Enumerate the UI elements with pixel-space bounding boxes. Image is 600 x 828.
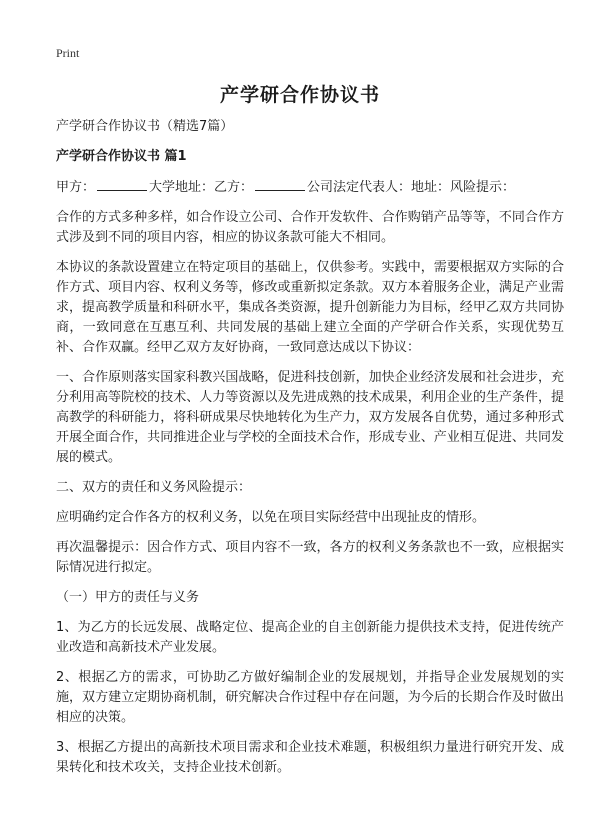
document-subtitle: 产学研合作协议书（精选7篇）	[56, 119, 234, 134]
print-link[interactable]: Print	[56, 46, 80, 60]
paragraph-item-2: 2、根据乙方的需求，可协助乙方做好编制企业的发展规划，并指导企业发展规划的实施，双方建立定期协商机制，研究解决合作过程中存在问题，为今后的长期合作及时做出相应的决策。	[56, 670, 564, 725]
section-heading: 产学研合作协议书 篇1	[56, 149, 187, 164]
paragraph-terms-basis: 本协议的条款设置建立在特定项目的基础上，仅供参考。实践中，需要根据双方实际的合作方式、项目内容、权利义务等，修改或重新拟定条款。双方本着服务企业，满足产业需求，提高教学质量和科研水平，集成各类资源，提升创新能力为目标，经甲乙双方共同协商，一致同意在互惠互利、共同发展的基础上建立全面的产学研合作关系，实现优势互补、合作双赢。经甲乙双方友好协商，一致同意达成以下协议：	[56, 260, 564, 355]
document-title: 产学研合作协议书	[219, 84, 380, 106]
party-a-after: 大学地址：乙方：	[149, 180, 254, 195]
party-a-blank	[97, 177, 147, 191]
paragraph-cooperation-methods: 合作的方式多种多样，如合作设立公司、合作开发软件、合作购销产品等等，不同合作方式涉及到不同的项目内容，相应的协议条款可能大不相同。	[56, 210, 564, 245]
party-b-after: 公司法定代表人：地址：风险提示：	[307, 180, 516, 195]
parties-line	[56, 177, 564, 198]
paragraph-item-3: 3、根据乙方提出的高新技术项目需求和企业技术难题，积极组织力量进行研究开发、成果转化和技术攻关，支持企业技术创新。	[56, 740, 564, 775]
paragraph-principles: 一、合作原则落实国家科教兴国战略，促进科技创新，加快企业经济发展和社会进步，充分利用高等院校的技术、人力等资源以及先进成熟的技术成果，利用企业的生产条件，提高教学的科研能力，将科研成果尽快地转化为生产力，双方发展各自优势，通过多种形式开展全面合作，共同推进企业与学校的全面技术合作，形成专业、产业相互促进、共同发展的模式。	[56, 370, 564, 465]
paragraph-rights-note: 应明确约定合作各方的权利义务，以免在项目实际经营中出现扯皮的情形。	[56, 510, 486, 525]
paragraph-party-a-heading: （一）甲方的责任与义务	[56, 590, 200, 605]
paragraph-item-1: 1、为乙方的长远发展、战略定位、提高企业的自主创新能力提供技术支持，促进传统产业改造和高新技术产业发展。	[56, 620, 564, 655]
paragraph-responsibilities-heading: 二、双方的责任和义务风险提示：	[56, 480, 252, 495]
document-body	[56, 117, 564, 788]
party-a-label: 甲方：	[56, 180, 96, 195]
party-b-blank	[255, 177, 305, 191]
paragraph-reminder: 再次温馨提示：因合作方式、项目内容不一致，各方的权利义务条款也不一致，应根据实际情况进行拟定。	[56, 540, 564, 575]
